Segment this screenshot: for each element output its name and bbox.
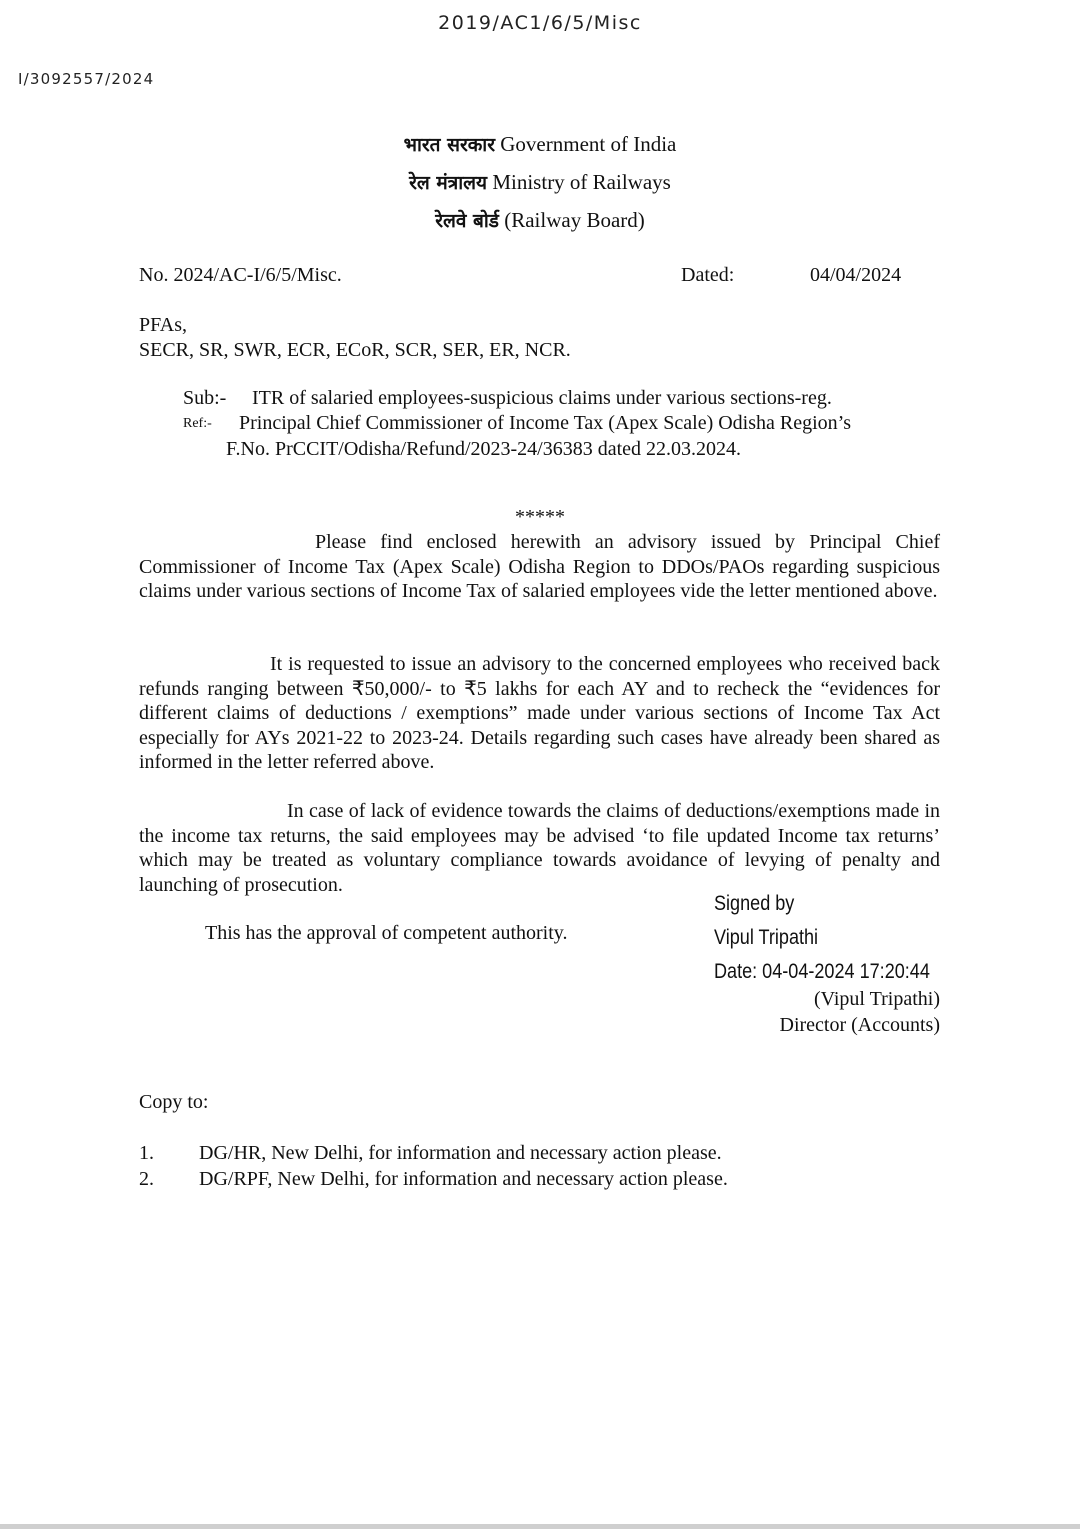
copy-item-text: DG/RPF, New Delhi, for information and necessary action please. [199, 1168, 728, 1190]
copy-item-text: DG/HR, New Delhi, for information and necessary action please. [199, 1142, 722, 1164]
signatory-name: (Vipul Tripathi) [813, 988, 940, 1010]
paragraph-2: It is requested to issue an advisory to the concerned employees who received back refunds ranging between ₹50,000/- to ₹5 lakhs for each AY and to recheck the “evidences for different claims of deductions / exemptions” made under various sections of Income Tax Act especially for AYs 2021-22 to 2023-24. Details regarding such cases have already been shared as informed in the letter referred above. [139, 653, 940, 773]
addressee-line1: PFAs, [139, 314, 187, 336]
subject-label: Sub:- [183, 387, 227, 409]
signature-signed-by: Signed by [714, 892, 795, 915]
header-ministry [0, 169, 1080, 195]
copy-item-number: 2. [139, 1168, 154, 1190]
signatory-designation: Director (Accounts) [779, 1014, 940, 1036]
letter-number: No. 2024/AC-I/6/5/Misc. [139, 264, 342, 286]
addressee-line2: SECR, SR, SWR, ECR, ECoR, SCR, SER, ER, NCR. [139, 339, 571, 361]
header-ministry-hindi: रेल मंत्रालय [409, 172, 488, 194]
reference-line1: Principal Chief Commissioner of Income Tax (Apex Scale) Odisha Region’s [239, 412, 852, 434]
header-government [0, 131, 1080, 157]
dated-label: Dated: [681, 264, 735, 286]
paragraph-1: Please find enclosed herewith an advisory issued by Principal Chief Commissioner of Income Tax (Apex Scale) Odisha Region to DDOs/PAOs regarding suspicious claims under various sections of Income Tax of salaried employees vide the letter mentioned above. [139, 531, 940, 602]
header-ministry-english: Ministry of Railways [492, 170, 671, 194]
header-government-hindi: भारत सरकार [403, 134, 496, 156]
reference-label: Ref:- [183, 416, 212, 431]
header-board [0, 207, 1080, 233]
header-government-english: Government of India [500, 132, 677, 156]
copy-to-label: Copy to: [139, 1091, 209, 1113]
header-board-hindi: रेलवे बोर्ड [435, 210, 499, 232]
signature-date: Date: 04-04-2024 17:20:44 [714, 960, 930, 983]
paragraph-3: In case of lack of evidence towards the claims of deductions/exemptions made in the income tax returns, the said employees may be advised ‘to file updated Income tax returns’ which may be treated as voluntary compliance towards avoidance of levying of penalty and launching of prosecution. [139, 800, 940, 896]
header-board-english: (Railway Board) [504, 208, 645, 232]
file-reference: 2019/AC1/6/5/Misc [438, 12, 642, 34]
subject-text: ITR of salaried employees-suspicious claims under various sections-reg. [252, 387, 832, 409]
diary-number: I/3092557/2024 [18, 70, 155, 88]
copy-item-number: 1. [139, 1142, 154, 1164]
signature-name: Vipul Tripathi [714, 926, 819, 949]
reference-line2: F.No. PrCCIT/Odisha/Refund/2023-24/36383 dated 22.03.2024. [226, 438, 742, 460]
bottom-divider [0, 1524, 1080, 1529]
approval-note: This has the approval of competent authority. [205, 922, 568, 944]
dated-value: 04/04/2024 [810, 264, 902, 286]
separator: ***** [515, 506, 565, 528]
